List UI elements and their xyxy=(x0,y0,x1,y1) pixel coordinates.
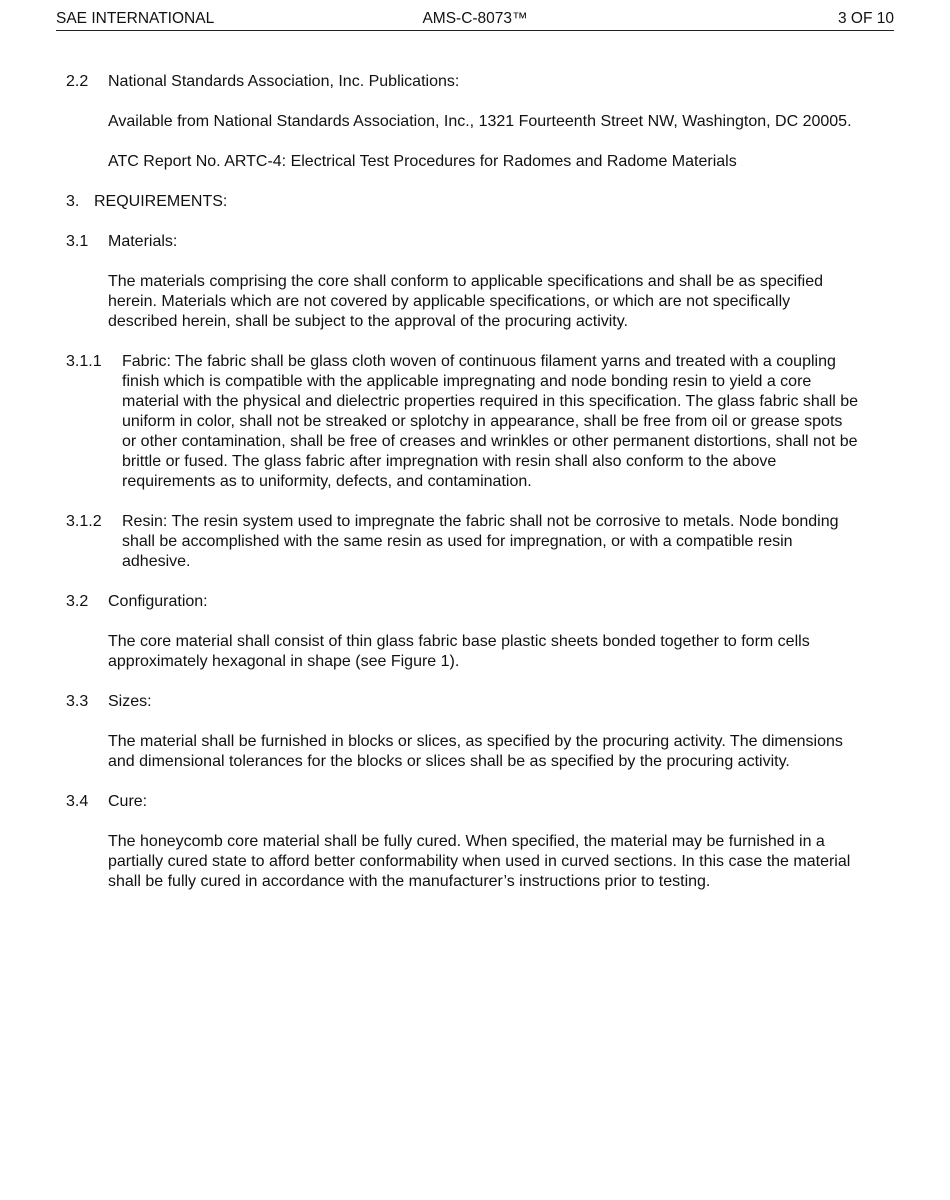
section-2-2-paragraph-address: Available from National Standards Association, Inc., 1321 Fourteenth Street NW, Washington, DC 20005. xyxy=(108,113,852,130)
header-page-number: 3 OF 10 xyxy=(838,10,894,27)
section-number: 2.2 xyxy=(66,73,89,90)
section-number: 3.4 xyxy=(66,793,89,810)
section-text: Resin: The resin system used to impregnate the fabric shall not be corrosive to metals. Node bonding shall be accomplished with the same resin as used for impregnation, or with a compatible resin adhesive. xyxy=(122,513,839,570)
section-3-4-paragraph: The honeycomb core material shall be fully cured. When specified, the material may be furnished in a partially cured state to afford better conformability when used in curved sections. In this case the material shall be fully cured in accordance with the manufacturer’s instructions prior to testing. xyxy=(108,833,851,890)
section-3-heading xyxy=(66,192,866,212)
section-3-2-paragraph: The core material shall consist of thin glass fabric base plastic sheets bonded together to form cells approximately hexagonal in shape (see Figure 1). xyxy=(108,633,810,670)
section-number: 3.1.2 xyxy=(66,513,102,530)
section-number: 3. xyxy=(66,193,80,210)
section-2-2-heading xyxy=(66,72,866,92)
section-title: Materials: xyxy=(108,233,178,250)
section-2-2-paragraph-report: ATC Report No. ARTC-4: Electrical Test Procedures for Radomes and Radome Materials xyxy=(108,153,737,170)
section-title: Sizes: xyxy=(108,693,152,710)
section-title: Configuration: xyxy=(108,593,208,610)
header-organization: SAE INTERNATIONAL xyxy=(56,10,215,27)
section-3-3-heading xyxy=(66,692,866,712)
section-number: 3.3 xyxy=(66,693,89,710)
section-number: 3.1.1 xyxy=(66,353,102,370)
section-number: 3.2 xyxy=(66,593,89,610)
page-header xyxy=(56,8,894,31)
section-3-1-heading xyxy=(66,232,866,252)
section-text: Fabric: The fabric shall be glass cloth woven of continuous filament yarns and treated with a coupling finish which is compatible with the applicable impregnating and node bonding resin to yield a core material with the physical and dielectric properties required in this specification. The glass fabric shall be uniform in color, shall not be streaked or splotchy in appearance, shall be free from oil or grease spots or other contamination, shall be free of creases and wrinkles or other permanent distortions, shall not be brittle or fused. The glass fabric after impregnation with resin shall also conform to the above requirements as to uniformity, defects, and contamination. xyxy=(122,353,859,490)
section-number: 3.1 xyxy=(66,233,89,250)
section-3-1-2 xyxy=(66,512,866,572)
section-title: National Standards Association, Inc. Publications: xyxy=(108,73,460,90)
section-3-1-1 xyxy=(66,352,866,492)
section-3-4-heading xyxy=(66,792,866,812)
header-document-number: AMS-C-8073™ xyxy=(422,10,528,27)
section-title: REQUIREMENTS: xyxy=(94,193,228,210)
section-3-2-heading xyxy=(66,592,866,612)
document-body xyxy=(66,72,866,912)
section-3-1-paragraph: The materials comprising the core shall conform to applicable specifications and shall be as specified herein. Materials which are not covered by applicable specifications, or which are not specifically described herein, shall be subject to the approval of the procuring activity. xyxy=(108,273,824,330)
section-title: Cure: xyxy=(108,793,148,810)
section-3-3-paragraph: The material shall be furnished in blocks or slices, as specified by the procuring activity. The dimensions and dimensional tolerances for the blocks or slices shall be as specified by the procuring activity. xyxy=(108,733,843,770)
